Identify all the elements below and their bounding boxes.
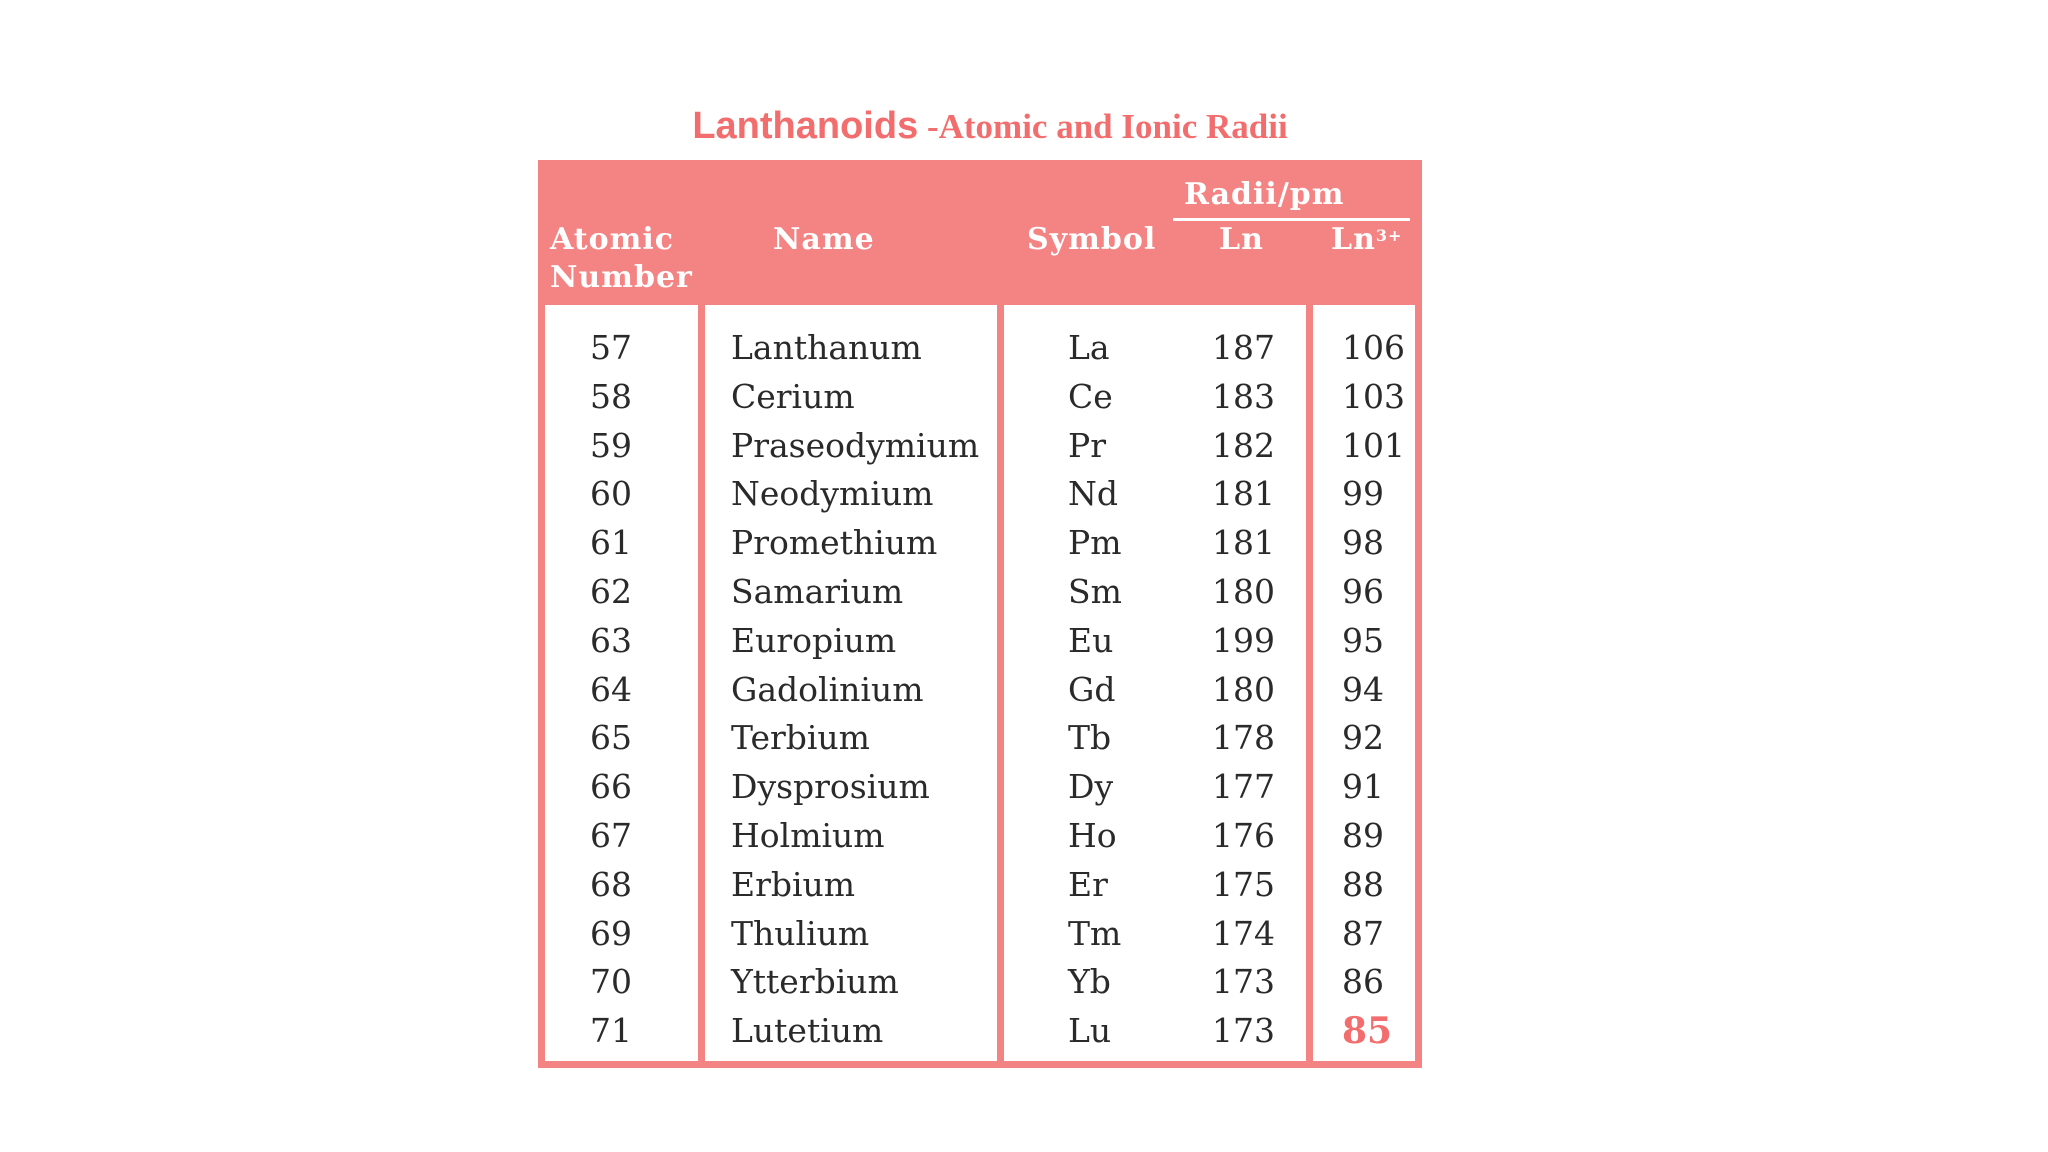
cell-name: Thulium [731,913,870,953]
cell-symbol: Eu [1068,620,1114,660]
cell-ln: 176 [1212,816,1275,855]
cell-name: Erbium [731,864,856,904]
cell-atomic-number: 65 [590,718,632,758]
cell-symbol: Nd [1068,474,1118,514]
title-subtitle: -Atomic and Ionic Radii [918,107,1288,146]
cell-atomic-number: 59 [590,425,632,465]
cell-atomic-number: 70 [590,962,632,1002]
cell-ln3: 88 [1342,864,1384,904]
cell-atomic-number: 71 [590,1011,632,1051]
cell-atomic-number: 58 [590,376,632,416]
cell-ln: 187 [1212,328,1275,367]
cell-ln: 180 [1212,669,1275,709]
table-title [0,105,1980,148]
cell-symbol: Lu [1068,1011,1112,1051]
title-main: Lanthanoids [692,105,919,147]
cell-ln3: 91 [1342,767,1384,807]
cell-name: Lutetium [731,1011,884,1051]
cell-symbol: Er [1068,864,1108,904]
header-atomic-number [550,221,693,297]
cell-name: Samarium [731,572,904,611]
cell-symbol: Tm [1068,913,1122,953]
cell-name: Europium [731,620,897,660]
cell-name: Promethium [731,523,938,563]
cell-name: Gadolinium [731,669,924,709]
cell-ln: 180 [1212,572,1275,611]
cell-symbol: Pr [1068,425,1106,465]
cell-ln3: 98 [1342,523,1384,563]
cell-atomic-number: 64 [590,669,632,709]
cell-atomic-number: 69 [590,913,632,953]
cell-ln: 173 [1212,962,1275,1002]
cell-ln: 181 [1212,523,1275,563]
cell-symbol: Tb [1068,718,1112,758]
cell-ln: 183 [1212,376,1275,416]
header-symbol: Symbol [1027,222,1157,257]
cell-name: Cerium [731,376,855,416]
cell-name: Holmium [731,816,885,855]
cell-symbol: Yb [1068,962,1111,1002]
cell-ln3: 95 [1342,620,1384,660]
cell-ln3: 85 [1342,1010,1393,1053]
cell-ln3: 106 [1342,328,1405,367]
cell-atomic-number: 63 [590,620,632,660]
cell-ln3: 99 [1342,474,1384,514]
cell-ln3: 103 [1342,376,1405,416]
cell-name: Lanthanum [731,328,922,367]
cell-name: Neodymium [731,474,934,514]
header-radii: Radii/pm [1184,177,1345,212]
cell-ln: 175 [1212,864,1275,904]
header-atomic-line1: Atomic [550,222,675,257]
cell-symbol: Ce [1068,376,1113,416]
cell-name: Praseodymium [731,425,980,465]
cell-symbol: Sm [1068,572,1122,611]
cell-atomic-number: 57 [590,328,632,367]
cell-ln3: 101 [1342,425,1405,465]
cell-ln: 181 [1212,474,1275,514]
cell-symbol: La [1068,328,1110,367]
cell-ln: 199 [1212,620,1275,660]
cell-ln: 182 [1212,425,1275,465]
cell-name: Ytterbium [731,962,899,1002]
cell-name: Dysprosium [731,767,930,807]
cell-ln3: 89 [1342,816,1384,855]
header-ln3 [1331,221,1402,259]
cell-ln3: 96 [1342,572,1384,611]
cell-atomic-number: 62 [590,572,632,611]
cell-ln3: 86 [1342,962,1384,1002]
header-ln3-base: Ln [1331,222,1376,257]
cell-symbol: Ho [1068,816,1117,855]
cell-ln3: 92 [1342,718,1384,758]
cell-atomic-number: 66 [590,767,632,807]
cell-ln: 173 [1212,1011,1275,1051]
cell-ln: 174 [1212,913,1275,953]
cell-ln3: 94 [1342,669,1384,709]
header-ln3-superscript: 3+ [1375,226,1403,245]
cell-atomic-number: 60 [590,474,632,514]
cell-atomic-number: 61 [590,523,632,563]
header-name: Name [773,222,875,257]
header-ln: Ln [1219,222,1264,257]
cell-ln3: 87 [1342,913,1384,953]
cell-symbol: Gd [1068,669,1116,709]
cell-ln: 177 [1212,767,1275,807]
cell-ln: 178 [1212,718,1275,758]
header-atomic-line2: Number [550,260,693,295]
cell-symbol: Pm [1068,523,1122,563]
cell-atomic-number: 68 [590,864,632,904]
cell-symbol: Dy [1068,767,1114,807]
cell-name: Terbium [731,718,870,758]
cell-atomic-number: 67 [590,816,632,855]
